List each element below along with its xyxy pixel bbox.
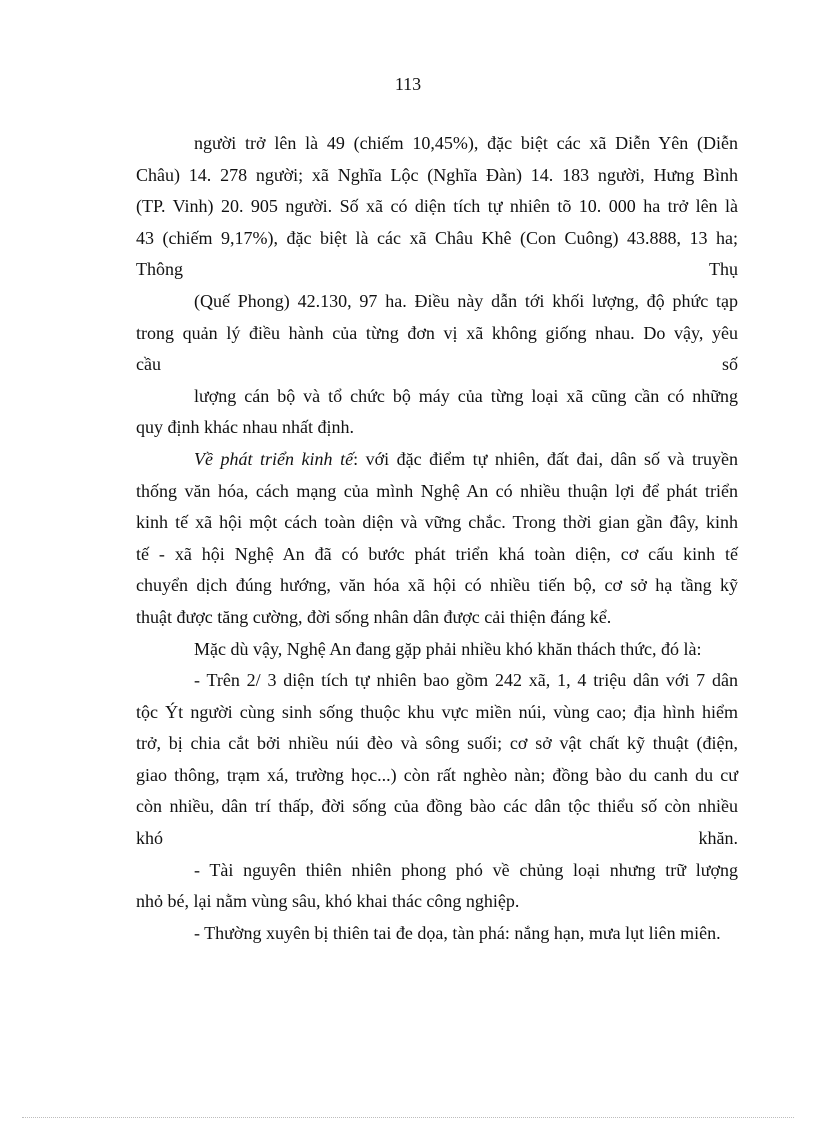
line-text: người trở lên là 49 (chiếm 10,45%), đặc biệt các xã Diễn Yên (Diễn <box>194 133 738 153</box>
page-bottom-border <box>22 1117 794 1118</box>
text-line <box>136 602 738 634</box>
text-line <box>136 886 738 918</box>
text-line <box>136 128 738 160</box>
text-line <box>136 412 738 444</box>
text-line <box>136 160 738 192</box>
text-line <box>136 570 738 602</box>
text-line <box>136 223 738 255</box>
line-text: lượng cán bộ và tổ chức bộ máy của từng loại xã cũng cần có những <box>194 385 738 406</box>
text-line <box>136 918 738 950</box>
line-text: - Tài nguyên thiên nhiên phong phó về chủng loại nhưng trữ lượng <box>194 859 738 880</box>
line-text: 43 (chiếm 9,17%), đặc biệt là các xã Châu Khê (Con Cuông) 43.888, 13 ha; <box>136 227 738 248</box>
text-line <box>136 634 738 666</box>
line-text: Châu) 14. 278 người; xã Nghĩa Lộc (Nghĩa Đàn) 14. 183 người, Hưng Bình <box>136 164 738 185</box>
line-text: thuật được tăng cường, đời sống nhân dân được cải thiện đáng kể. <box>136 606 612 627</box>
text-line <box>136 855 738 887</box>
line-right-word: Thụ <box>709 259 738 280</box>
text-line <box>136 665 738 697</box>
line-left-word: cầu <box>136 354 161 375</box>
line-text: tộc Ýt người cùng sinh sống thuộc khu vực miền núi, vùng cao; địa hình hiểm <box>136 701 738 722</box>
line-text: (TP. Vinh) 20. 905 người. Số xã có diện tích tự nhiên tõ 10. 000 ha trở lên là <box>136 196 738 217</box>
line-right-word: khăn. <box>698 828 738 849</box>
text-line <box>136 444 738 476</box>
text-line <box>136 697 738 729</box>
document-body <box>136 128 738 949</box>
text-line <box>136 191 738 223</box>
text-line <box>136 318 738 350</box>
line-right-word: số <box>721 354 738 375</box>
line-text: chuyển dịch đúng hướng, văn hóa xã hội có nhiều tiến bộ, cơ sở hạ tầng kỹ <box>136 575 738 596</box>
line-text: - Trên 2/ 3 diện tích tự nhiên bao gồm 242 xã, 1, 4 triệu dân với 7 dân <box>194 670 738 691</box>
line-text: quy định khác nhau nhất định. <box>136 417 354 438</box>
text-line <box>136 286 738 318</box>
page-number: 113 <box>394 74 422 94</box>
line-text: còn nhiều, dân trí thấp, đời sống của đồng bào các dân tộc thiểu số còn nhiều <box>136 796 738 817</box>
line-text: tế - xã hội Nghệ An đã có bước phát triển khá toàn diện, cơ cấu kinh tế <box>136 543 738 564</box>
text-line <box>136 760 738 792</box>
line-text: giao thông, trạm xá, trường học...) còn rất nghèo nàn; đồng bào du canh du cư <box>136 764 738 785</box>
line-text: nhỏ bé, lại nằm vùng sâu, khó khai thác công nghiệp. <box>136 891 520 912</box>
text-line <box>136 791 738 823</box>
line-text: Mặc dù vậy, Nghệ An đang gặp phải nhiều khó khăn thách thức, đó là: <box>194 638 702 659</box>
line-left-word: khó <box>136 828 163 849</box>
text-line <box>136 349 738 381</box>
line-left-word: Thông <box>136 259 183 280</box>
text-line <box>136 728 738 760</box>
line-text: thống văn hóa, cách mạng của mình Nghệ An có nhiều thuận lợi để phát triển <box>136 480 738 501</box>
line-text: (Quế Phong) 42.130, 97 ha. Điều này dẫn tới khối lượng, độ phức tạp <box>194 290 738 311</box>
text-line <box>136 381 738 413</box>
line-text: trong quản lý điều hành của từng đơn vị xã không giống nhau. Do vậy, yêu <box>136 322 738 343</box>
text-line <box>136 254 738 286</box>
text-line <box>136 823 738 855</box>
text-line <box>136 539 738 571</box>
line-text: - Thường xuyên bị thiên tai đe dọa, tàn phá: nắng hạn, mưa lụt liên miên. <box>194 922 721 943</box>
text-line <box>136 476 738 508</box>
line-text: trở, bị chia cắt bởi nhiều núi đèo và sông suối; cơ sở vật chất kỹ thuật (điện, <box>136 733 738 754</box>
text-line <box>136 507 738 539</box>
line-text: kinh tế xã hội một cách toàn diện và vững chắc. Trong thời gian gần đây, kinh <box>136 512 738 533</box>
section-heading-italic: Về phát triển kinh tế <box>194 448 354 469</box>
line-text: : với đặc điểm tự nhiên, đất đai, dân số và truyền <box>353 448 739 469</box>
